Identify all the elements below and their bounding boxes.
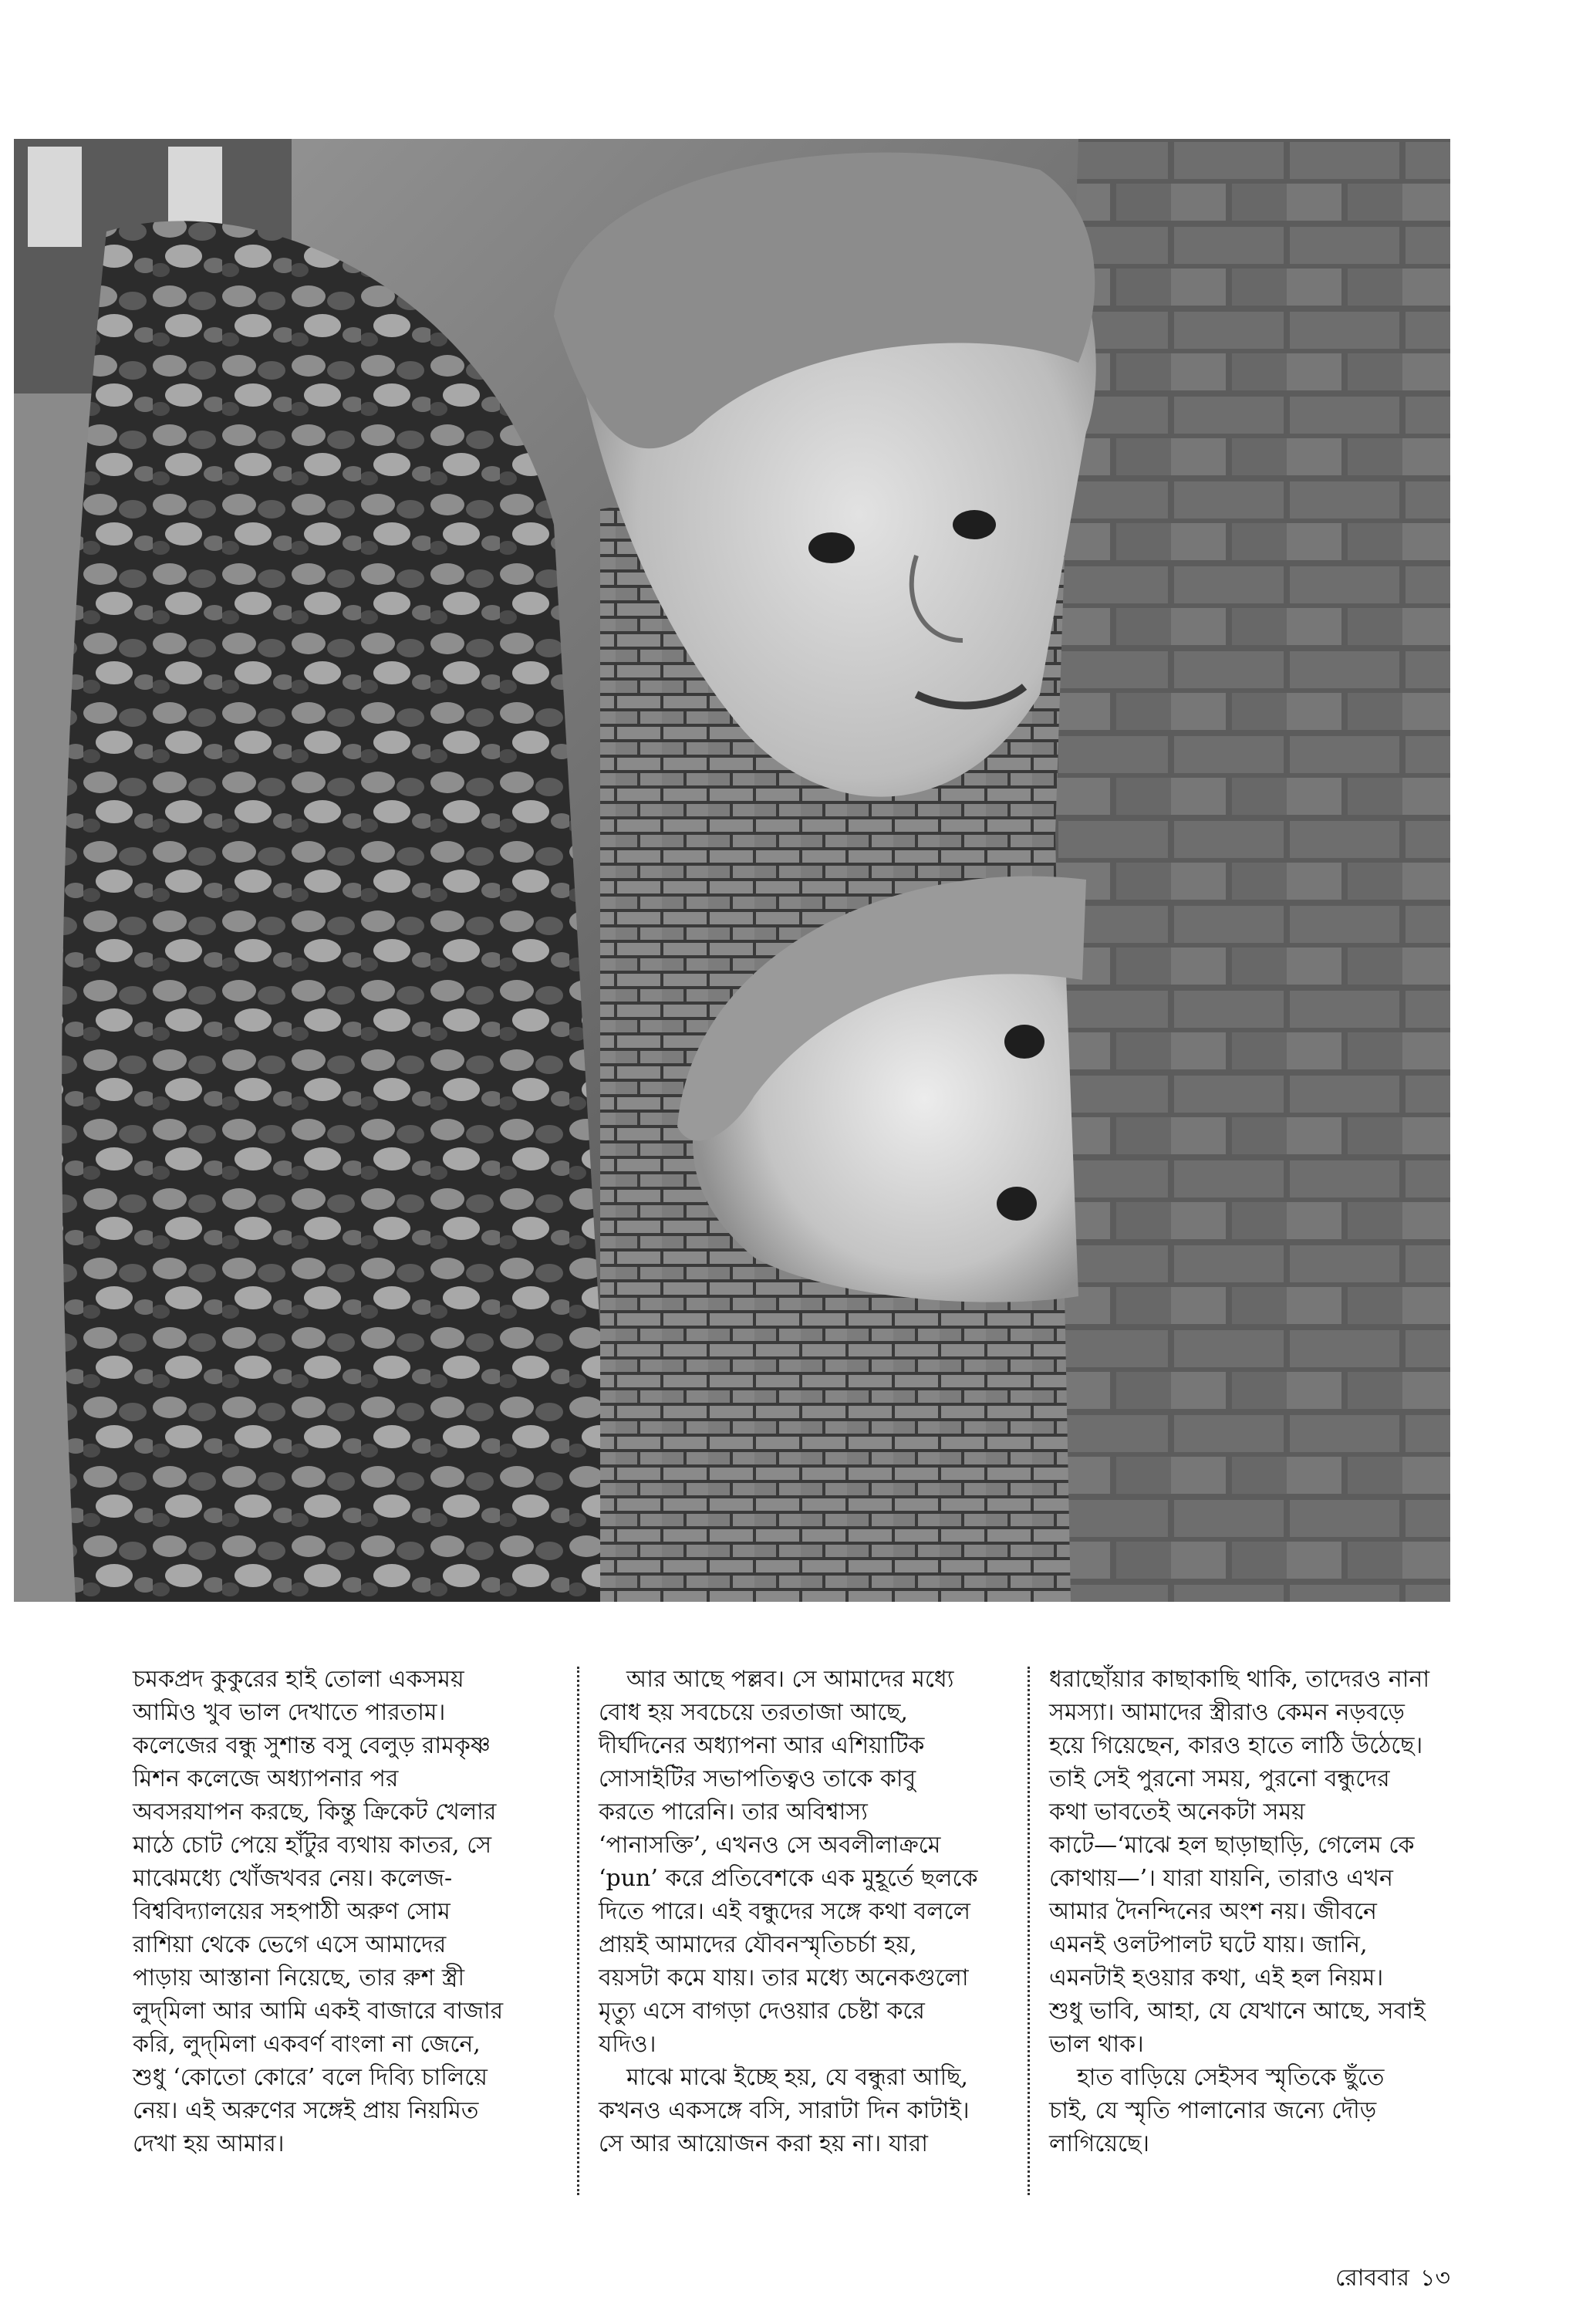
column-2-paragraph-2	[599, 2061, 1031, 2160]
column-3-paragraph-1	[1049, 1663, 1481, 2061]
text-line: মাঠে চোট পেয়ে হাঁটুর ব্যথায় কাতর, সে	[133, 1832, 492, 1859]
column-divider	[577, 1667, 579, 2195]
text-line: শুধু ভাবি, আহা, যে যেখানে আছে, সবাই	[1049, 1998, 1426, 2025]
column-divider	[1028, 1667, 1030, 2195]
photo-children-peeking-brick-wall	[14, 139, 1450, 1602]
text-line: এমনটাই হওয়ার কথা, এই হল নিয়ম।	[1049, 1964, 1384, 1991]
text-line: ‘pun’ করে প্রতিবেশকে এক মুহূর্তে ছলকে	[599, 1865, 978, 1892]
column-3-paragraph-2	[1049, 2061, 1481, 2160]
text-line: করি, লুদ্‌মিলা একবর্ণ বাংলা না জেনে,	[133, 2031, 481, 2058]
text-line: হাত বাড়িয়ে সেইসব স্মৃতিকে ছুঁতে	[1077, 2064, 1385, 2091]
magazine-name: রোববার	[1335, 2265, 1410, 2292]
text-line: মৃত্যু এসে বাগড়া দেওয়ার চেষ্টা করে	[599, 1998, 925, 2025]
text-line: পাড়ায় আস্তানা নিয়েছে, তার রুশ স্ত্রী	[133, 1964, 465, 1991]
text-line: আমিও খুব ভাল দেখাতে পারতাম।	[133, 1699, 446, 1726]
text-line: কথা ভাবতেই অনেকটা সময়	[1049, 1799, 1305, 1826]
article-column-1	[133, 1663, 565, 2160]
column-2-paragraph-1	[599, 1663, 1031, 2061]
text-line: দেখা হয় আমার।	[133, 2130, 285, 2157]
text-line: শুধু ‘কোতো কোরে’ বলে দিব্যি চালিয়ে	[133, 2064, 488, 2091]
text-line: দীর্ঘদিনের অধ্যাপনা আর এশিয়াটিক	[599, 1732, 925, 1759]
text-line: ভাল থাক।	[1049, 2031, 1144, 2058]
text-line: মাঝে মাঝে ইচ্ছে হয়, যে বন্ধুরা আছি,	[626, 2064, 968, 2091]
page-footer	[1273, 2259, 1450, 2299]
text-line: ‘পানাসক্তি’, এখনও সে অবলীলাক্রমে	[599, 1832, 941, 1859]
text-line: লুদ্‌মিলা আর আমি একই বাজারে বাজার	[133, 1998, 504, 2025]
text-line: কখনও একসঙ্গে বসি, সারাটা দিন কাটাই।	[599, 2097, 970, 2124]
column-1-paragraph	[133, 1663, 565, 2160]
text-line: বয়সটা কমে যায়। তার মধ্যে অনেকগুলো	[599, 1964, 969, 1991]
text-line: তাই সেই পুরনো সময়, পুরনো বন্ধুদের	[1049, 1765, 1390, 1792]
text-line: সে আর আয়োজন করা হয় না। যারা	[599, 2130, 929, 2157]
text-line: প্রায়ই আমাদের যৌবনস্মৃতিচর্চা হয়,	[599, 1931, 917, 1958]
article-column-3	[1049, 1663, 1481, 2160]
text-line: হয়ে গিয়েছেন, কারও হাতে লাঠি উঠেছে।	[1049, 1732, 1423, 1759]
text-line: দিতে পারে। এই বন্ধুদের সঙ্গে কথা বললে	[599, 1898, 971, 1925]
article-column-2	[599, 1663, 1031, 2160]
text-line: কোথায়—’। যারা যায়নি, তারাও এখন	[1049, 1865, 1393, 1892]
text-line: কলেজের বন্ধু সুশান্ত বসু বেলুড় রামকৃষ্ণ	[133, 1732, 491, 1759]
text-line: বোধ হয় সবচেয়ে তরতাজা আছে,	[599, 1699, 908, 1726]
text-line: আমার দৈনন্দিনের অংশ নয়। জীবনে	[1049, 1898, 1377, 1925]
text-line: চাই, যে স্মৃতি পালানোর জন্যে দৌড়	[1049, 2097, 1377, 2124]
photo-illustration	[14, 139, 1450, 1602]
text-line: লাগিয়েছে।	[1049, 2130, 1149, 2157]
text-line: মাঝেমধ্যে খোঁজখবর নেয়। কলেজ-	[133, 1865, 453, 1892]
text-line: কাটে—‘মাঝে হল ছাড়াছাড়ি, গেলেম কে	[1049, 1832, 1415, 1859]
text-line: এমনই ওলটপালট ঘটে যায়। জানি,	[1049, 1931, 1368, 1958]
text-line: যদিও।	[599, 2031, 656, 2058]
text-line: নেয়। এই অরুণের সঙ্গেই প্রায় নিয়মিত	[133, 2097, 479, 2124]
text-line: অবসরযাপন করছে, কিন্তু ক্রিকেট খেলার	[133, 1799, 497, 1826]
text-line: ধরাছোঁয়ার কাছাকাছি থাকি, তাদেরও নানা	[1049, 1666, 1430, 1693]
text-line: করতে পারেনি। তার অবিশ্বাস্য	[599, 1799, 868, 1826]
text-line: সমস্যা। আমাদের স্ত্রীরাও কেমন নড়বড়ে	[1049, 1699, 1405, 1726]
text-line: আর আছে পল্লব। সে আমাদের মধ্যে	[626, 1666, 954, 1693]
text-line: সোসাইটির সভাপতিত্বও তাকে কাবু	[599, 1765, 916, 1792]
text-line: মিশন কলেজে অধ্যাপনার পর	[133, 1765, 399, 1792]
text-line: বিশ্ববিদ্যালয়ের সহপাঠী অরুণ সোম	[133, 1898, 451, 1925]
page-number: ১৩	[1420, 2265, 1450, 2292]
text-line: রাশিয়া থেকে ভেগে এসে আমাদের	[133, 1931, 447, 1958]
text-line: চমকপ্রদ কুকুরের হাই তোলা একসময়	[133, 1666, 464, 1693]
